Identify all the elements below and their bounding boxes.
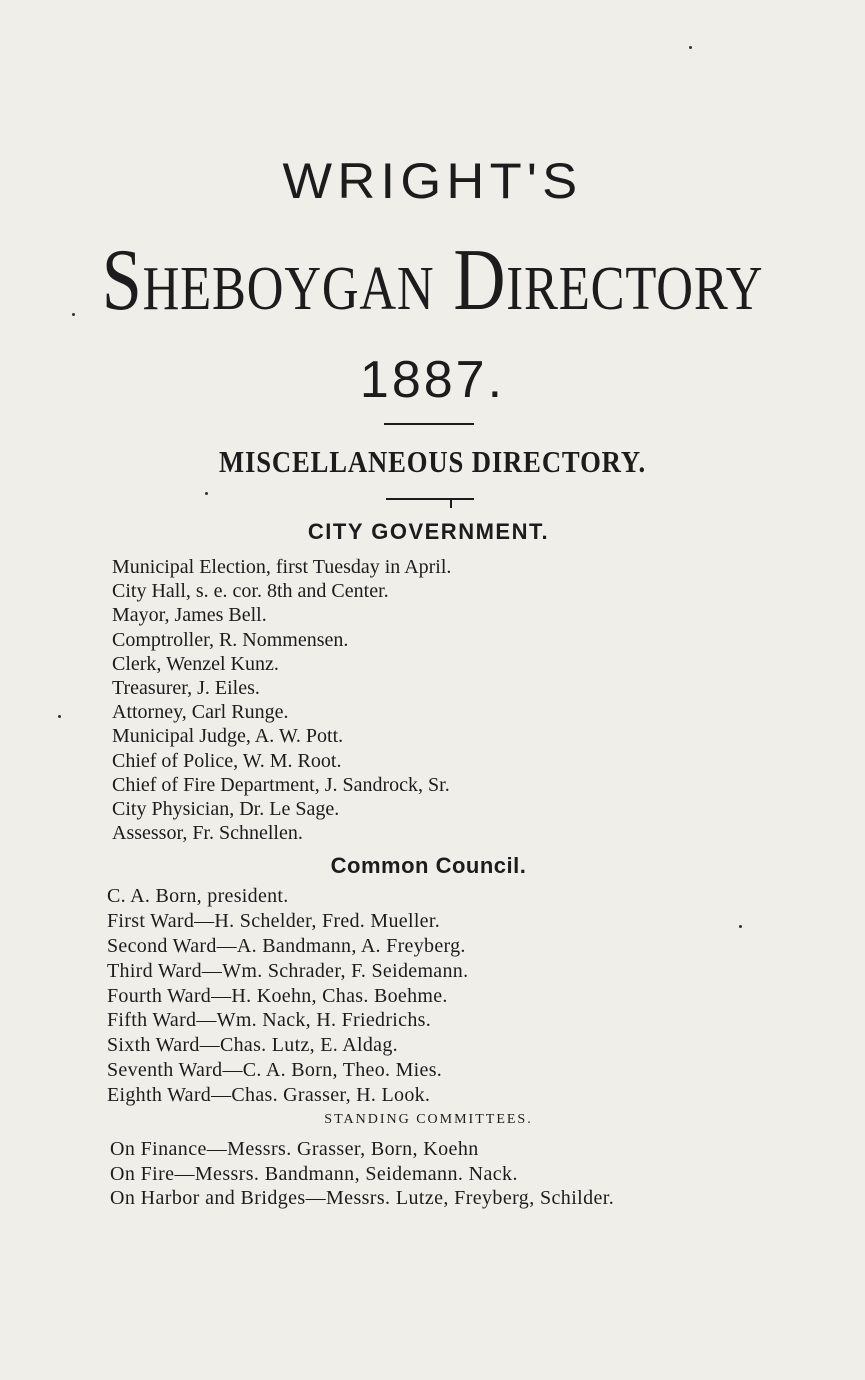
print-speck — [689, 46, 692, 49]
title-year: 1887. — [359, 351, 506, 409]
list-item: C. A. Born, president. — [107, 885, 289, 907]
standing-committees-heading: STANDING COMMITTEES. — [324, 1112, 533, 1127]
list-item: Third Ward—Wm. Schrader, F. Seidemann. — [107, 959, 469, 982]
misc-directory-heading: MISCELLANEOUS DIRECTORY. — [218, 444, 647, 479]
print-speck — [72, 313, 75, 316]
list-item: Treasurer, J. Eiles. — [112, 676, 260, 699]
print-speck — [739, 925, 742, 928]
list-item: Fourth Ward—H. Koehn, Chas. Boehme. — [107, 984, 448, 1007]
list-item: On Finance—Messrs. Grasser, Born, Koehn — [110, 1138, 479, 1160]
list-item: Attorney, Carl Runge. — [112, 701, 289, 724]
list-item: Municipal Judge, A. W. Pott. — [112, 725, 344, 748]
divider-rule-ornament — [386, 498, 474, 500]
print-speck — [205, 492, 208, 495]
list-item: Seventh Ward—C. A. Born, Theo. Mies. — [107, 1059, 443, 1082]
list-item: City Hall, s. e. cor. 8th and Center. — [112, 580, 389, 603]
standing-committees-list — [110, 1137, 614, 1211]
list-item: Fifth Ward—Wm. Nack, H. Friedrichs. — [107, 1009, 432, 1032]
divider-rule — [384, 423, 474, 425]
list-item: On Fire—Messrs. Bandmann, Seidemann. Nack. — [110, 1162, 518, 1185]
list-item: Clerk, Wenzel Kunz. — [112, 652, 279, 675]
title-directory: Sheboygan Directory — [101, 232, 764, 329]
common-council-list — [107, 884, 468, 1108]
list-item: Eighth Ward—Chas. Grasser, H. Look. — [107, 1084, 431, 1107]
city-government-list — [112, 555, 451, 845]
list-item: Assessor, Fr. Schnellen. — [112, 822, 303, 845]
list-item: Chief of Fire Department, J. Sandrock, Sr. — [112, 773, 450, 796]
city-government-heading: CITY GOVERNMENT. — [307, 519, 550, 544]
title-publisher: WRIGHT'S — [282, 153, 583, 209]
list-item: City Physician, Dr. Le Sage. — [112, 797, 340, 820]
divider-rule-tick — [450, 498, 452, 508]
list-item: Second Ward—A. Bandmann, A. Freyberg. — [107, 934, 466, 957]
list-item: Sixth Ward—Chas. Lutz, E. Aldag. — [107, 1034, 398, 1057]
list-item: Comptroller, R. Nommensen. — [112, 628, 349, 651]
list-item: Municipal Election, first Tuesday in April. — [112, 556, 452, 578]
common-council-heading: Common Council. — [330, 853, 527, 878]
list-item: First Ward—H. Schelder, Fred. Mueller. — [107, 909, 441, 932]
list-item: Mayor, James Bell. — [112, 604, 267, 627]
print-speck — [58, 715, 61, 718]
list-item: Chief of Police, W. M. Root. — [112, 749, 342, 772]
list-item: On Harbor and Bridges—Messrs. Lutze, Freyberg, Schilder. — [110, 1187, 615, 1210]
